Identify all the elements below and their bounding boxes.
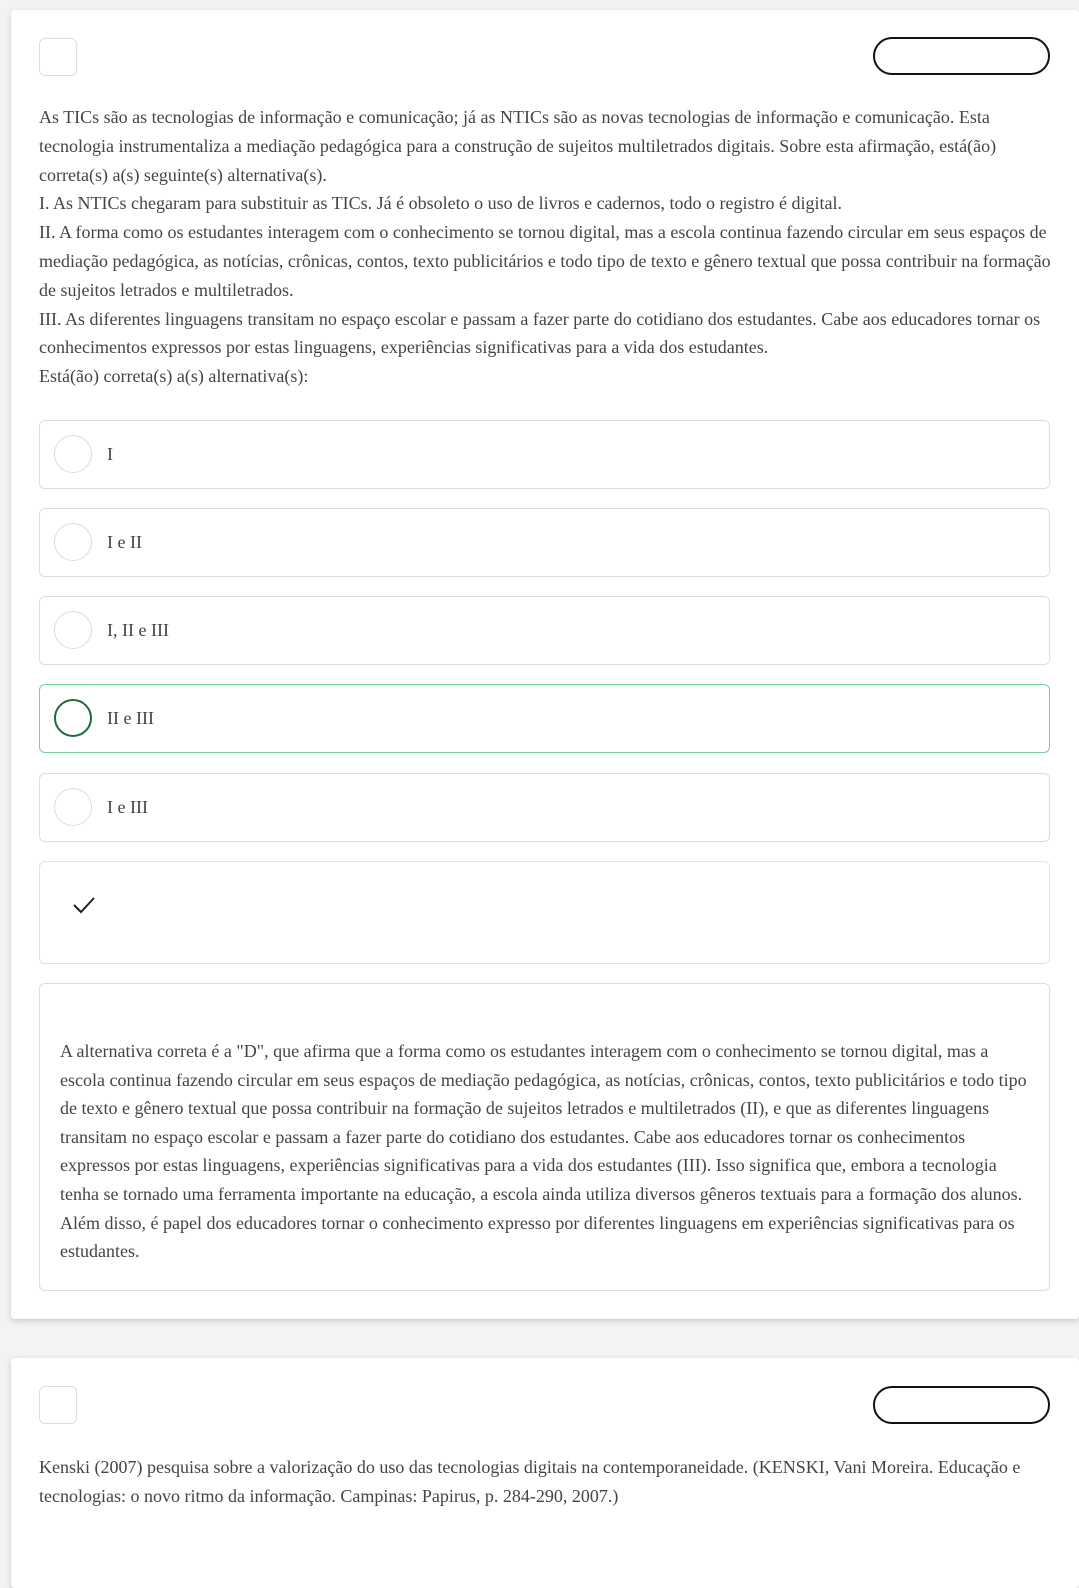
statement-prompt: Está(ão) correta(s) a(s) alternativa(s): [39, 366, 309, 387]
answer-option-label: I [107, 444, 113, 464]
answer-option-b[interactable] [39, 508, 1050, 577]
question-number-badge [39, 38, 77, 76]
statement-item-2: II. A forma como os estudantes interagem com o conhecimento se tornou digital, mas a escola continua fazendo circular em seus espaços de mediação pedagógica, as notícias, crônicas, contos, texto publicitários e todo tipo de texto e gênero textual que possa contribuir na formação de sujeitos letrados e multiletrados. [39, 222, 1051, 300]
checkmark-icon [72, 895, 96, 915]
answer-feedback-box [39, 861, 1050, 964]
answer-option-d[interactable] [39, 684, 1050, 753]
answer-option-label: I, II e III [107, 620, 169, 640]
answer-option-c[interactable] [39, 596, 1050, 665]
answer-option-label: I e II [107, 532, 142, 552]
question-card-1 [11, 10, 1079, 1319]
answer-option-e[interactable] [39, 773, 1050, 842]
explanation-box [39, 983, 1050, 1291]
radio-button[interactable] [54, 788, 92, 826]
answer-option-label: I e III [107, 797, 148, 817]
answer-option-a[interactable] [39, 420, 1050, 489]
question-statement: Kenski (2007) pesquisa sobre a valorização do uso das tecnologias digitais na contemporaneidade. (KENSKI, Vani Moreira. Educação e tecnologias: o novo ritmo da informação. Campinas: Papirus, p. 284-290, 2007.) [39, 1457, 1021, 1506]
radio-button[interactable] [54, 523, 92, 561]
statement-item-1: I. As NTICs chegaram para substituir as TICs. Já é obsoleto o uso de livros e cadernos, todo o registro é digital. [39, 193, 843, 214]
statement-intro: As TICs são as tecnologias de informação e comunicação; já as NTICs são as novas tecnologias de informação e comunicação. Esta tecnologia instrumentaliza a mediação pedagógica para a construção de sujeitos multiletrados digitais. Sobre esta afirmação, está(ão) correta(s) a(s) seguinte(s) alternativa(s). [39, 107, 997, 185]
question-statement [39, 103, 1054, 391]
question-card-2 [11, 1358, 1079, 1588]
question-action-button[interactable] [873, 37, 1050, 75]
radio-button-selected[interactable] [54, 699, 92, 737]
statement-item-3: III. As diferentes linguagens transitam no espaço escolar e passam a fazer parte do cotidiano dos estudantes. Cabe aos educadores tornar os conhecimentos expressos por estas linguagens, experiências significativas para a vida dos estudantes. [39, 308, 1041, 358]
radio-button[interactable] [54, 435, 92, 473]
radio-button[interactable] [54, 611, 92, 649]
question-action-button[interactable] [873, 1386, 1050, 1424]
explanation-text: A alternativa correta é a "D", que afirma que a forma como os estudantes interagem com o conhecimento se tornou digital, mas a escola continua fazendo circular em seus espaços de mediação pedagógica, as notícias, crônicas, contos, texto publicitários e todo tipo de texto e gênero textual que possa contribuir na formação de sujeitos letrados e multiletrados (II), e que as diferentes linguagens transitam no espaço escolar e passam a fazer parte do cotidiano dos estudantes. Cabe aos educadores tornar os conhecimentos expressos por estas linguagens, experiências significativas para a vida dos estudantes (III). Isso significa que, embora a tecnologia tenha se tornado uma ferramenta importante na educação, a escola ainda utiliza diversos gêneros textuais para a formação dos alunos. Além disso, é papel dos educadores tornar o conhecimento expresso por diferentes linguagens em experiências significativas para os estudantes. [60, 1041, 1027, 1262]
answer-option-label: II e III [107, 708, 154, 728]
question-number-badge [39, 1386, 77, 1424]
